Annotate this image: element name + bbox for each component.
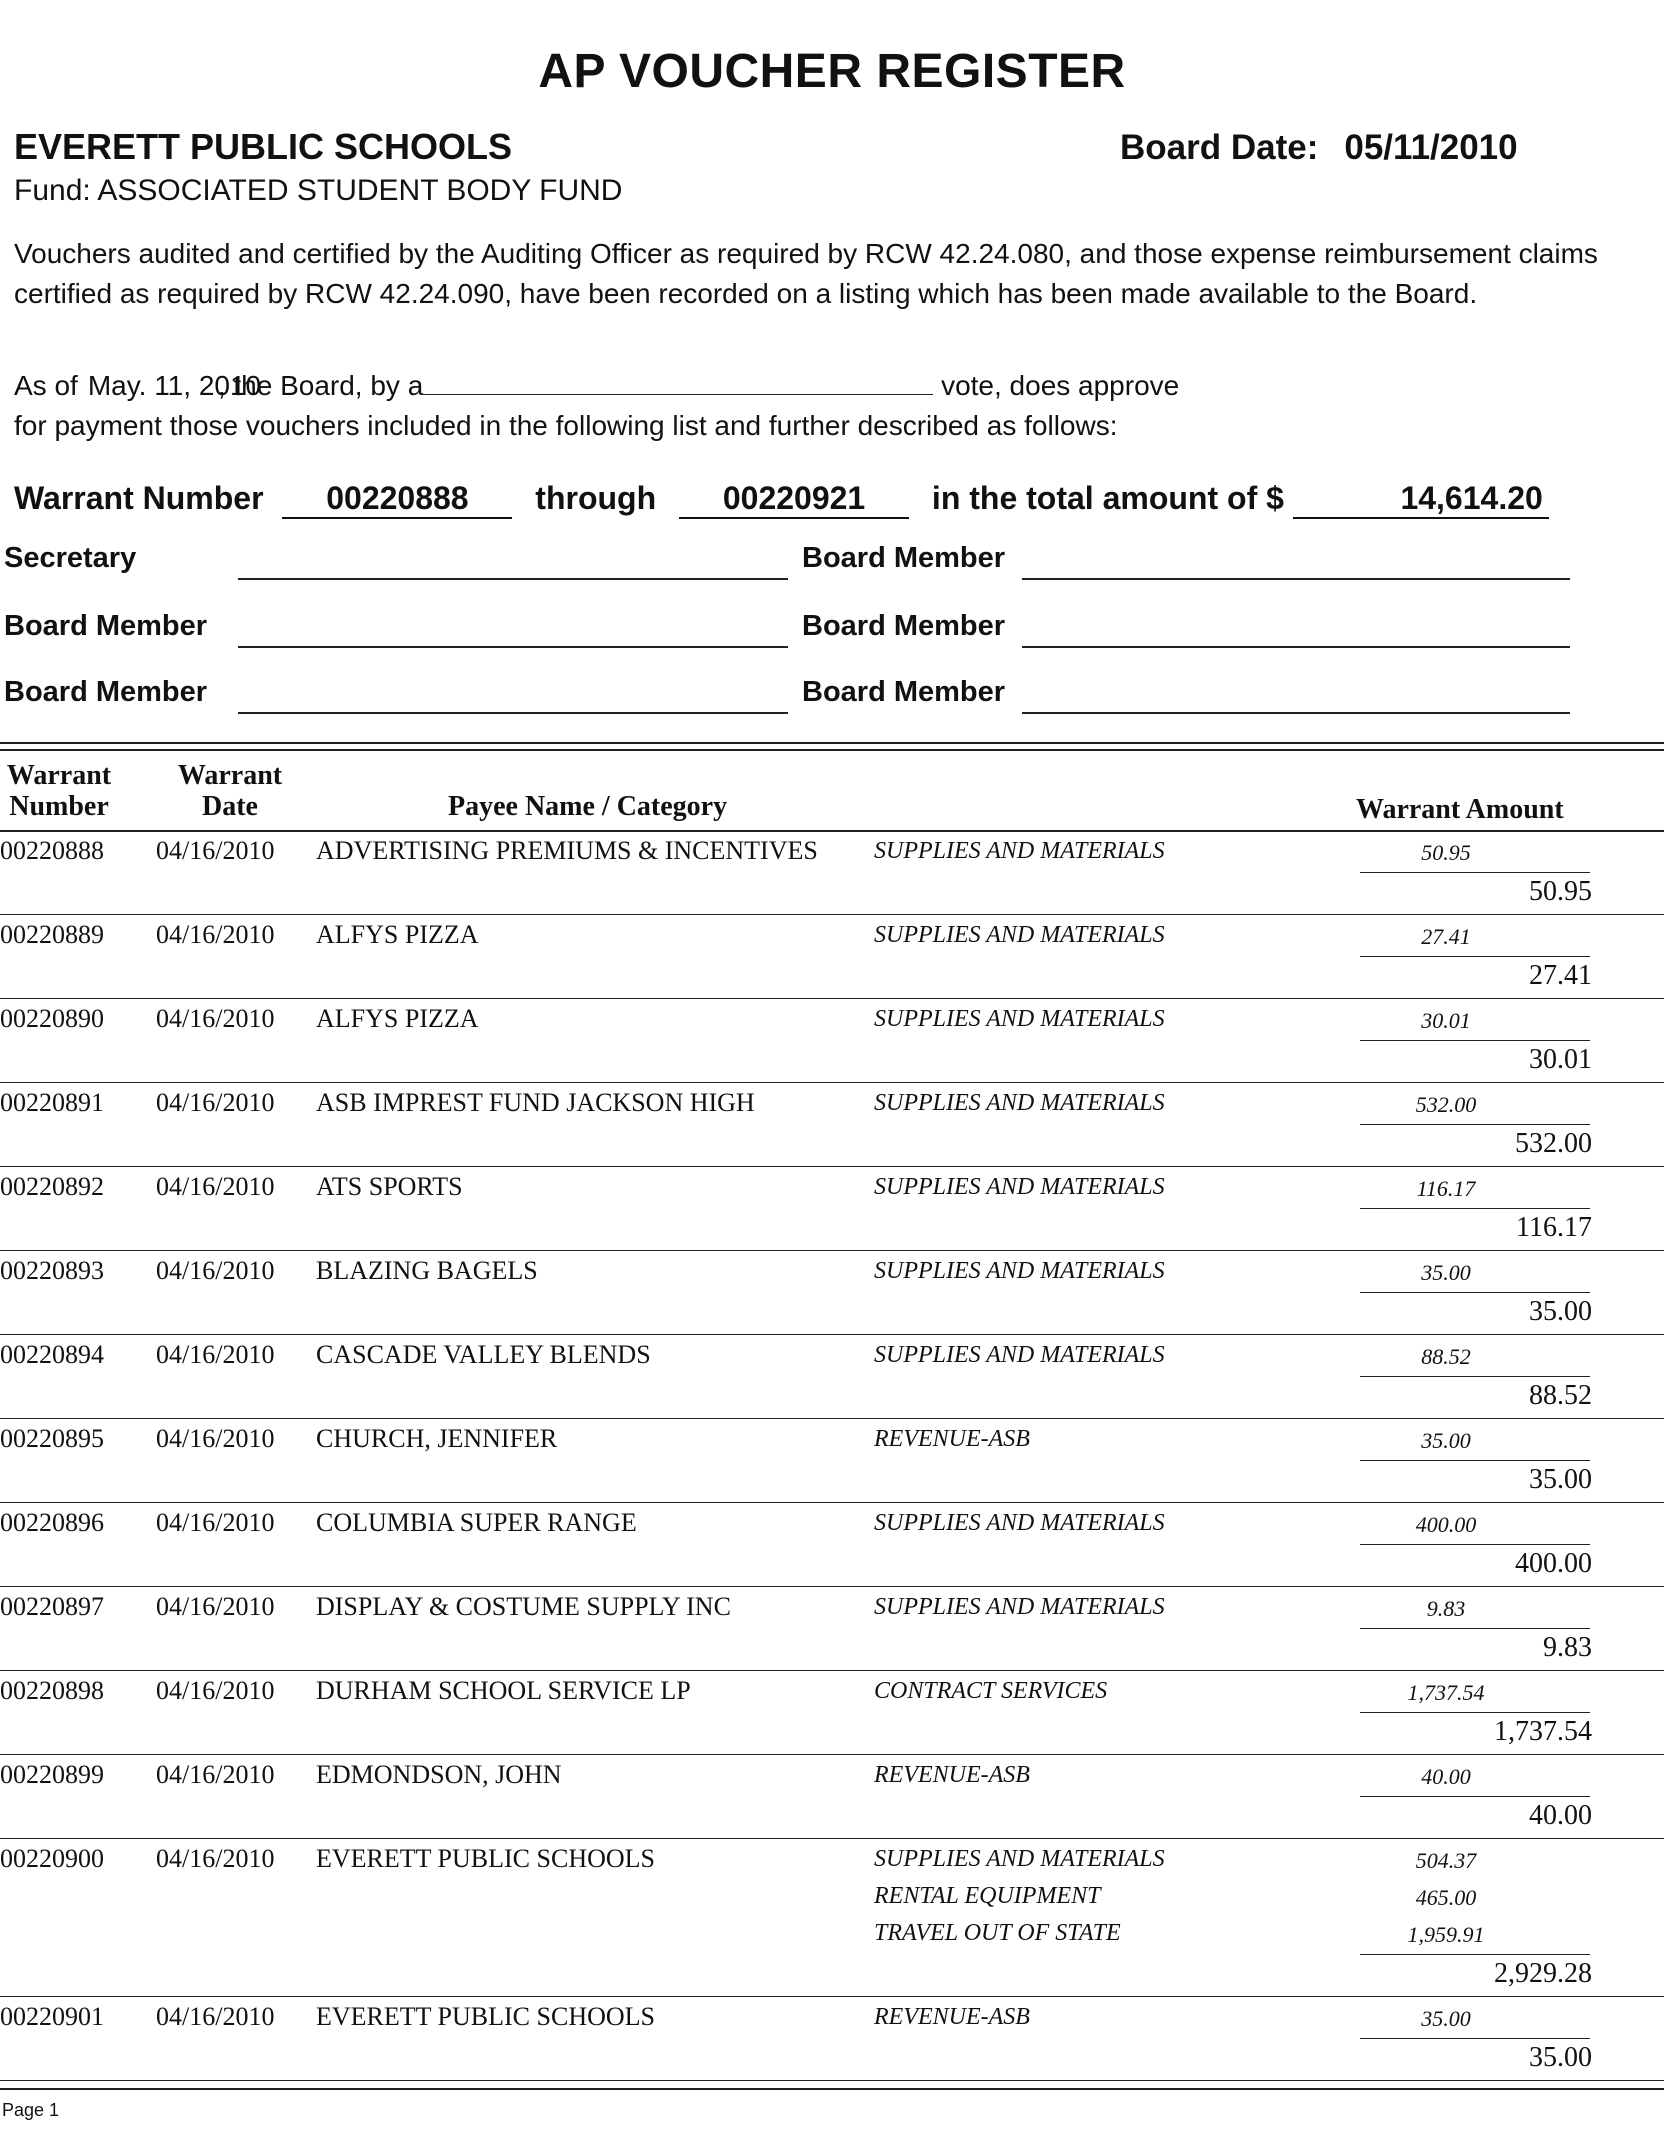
category-cell: REVENUE-ASB — [874, 2004, 1030, 2030]
organization-name: EVERETT PUBLIC SCHOOLS — [14, 126, 513, 167]
category-cell: CONTRACT SERVICES — [874, 1678, 1108, 1704]
subtotal-rule — [1360, 1376, 1590, 1377]
board-member-signature-line — [1022, 578, 1570, 580]
warrant-number-cell: 00220891 — [0, 1088, 104, 1117]
warrant-number-cell: 00220900 — [0, 1844, 104, 1873]
payee-name-cell: CASCADE VALLEY BLENDS — [316, 1340, 651, 1369]
warrant-number-cell: 00220888 — [0, 836, 104, 865]
category-cell: SUPPLIES AND MATERIALS — [874, 1510, 1165, 1536]
payee-name-cell: ALFYS PIZZA — [316, 920, 479, 949]
category-cell: SUPPLIES AND MATERIALS — [874, 1006, 1165, 1032]
warrant-date-cell: 04/16/2010 — [156, 1508, 275, 1537]
category-cell: SUPPLIES AND MATERIALS — [874, 838, 1165, 864]
row-divider — [0, 998, 1664, 999]
footer-divider — [0, 2088, 1664, 2090]
secretary-signature-line — [238, 578, 788, 580]
subtotal-rule — [1360, 1208, 1590, 1209]
category-cell: SUPPLIES AND MATERIALS — [874, 1846, 1165, 1872]
warrant-number-cell: 00220890 — [0, 1004, 104, 1033]
warrant-number-cell: 00220889 — [0, 920, 104, 949]
row-divider — [0, 1166, 1664, 1167]
row-divider — [0, 1670, 1664, 1671]
warrant-total-cell: 9.83 — [1543, 1632, 1592, 1663]
row-divider — [0, 1996, 1664, 1997]
subtotal-rule — [1360, 1292, 1590, 1293]
total-amount-label: in the total amount of $ — [931, 480, 1284, 516]
warrant-date-cell: 04/16/2010 — [156, 1676, 275, 1705]
board-date-value: 05/11/2010 — [1344, 128, 1518, 167]
warrant-total-cell: 35.00 — [1529, 1464, 1592, 1495]
category-cell: TRAVEL OUT OF STATE — [874, 1920, 1121, 1946]
line-amount-cell: 1,959.91 — [1407, 1922, 1485, 1947]
warrant-number-cell: 00220892 — [0, 1172, 104, 1201]
as-of-line — [14, 368, 1179, 402]
warrant-number-cell: 00220895 — [0, 1424, 104, 1453]
warrant-date-cell: 04/16/2010 — [156, 1256, 275, 1285]
line-amount-cell: 88.52 — [1421, 1344, 1471, 1369]
warrant-number-label: Warrant Number — [14, 480, 264, 516]
row-divider — [0, 1250, 1664, 1251]
warrant-to: 00220921 — [679, 480, 909, 519]
col-header-text: Date — [202, 791, 258, 822]
board-member-label: Board Member — [4, 676, 208, 708]
warrant-total-cell: 35.00 — [1529, 2042, 1592, 2073]
subtotal-rule — [1360, 1124, 1590, 1125]
page-number: Page 1 — [2, 2100, 60, 2120]
board-member-signature-line — [1022, 712, 1570, 714]
subtotal-rule — [1360, 872, 1590, 873]
warrant-total-cell: 532.00 — [1515, 1128, 1592, 1159]
line-amount-cell: 27.41 — [1421, 924, 1471, 949]
row-divider — [0, 1334, 1664, 1335]
board-member-label: Board Member — [4, 610, 208, 642]
board-member-label: Board Member — [802, 610, 1006, 642]
col-header-warrant-date — [160, 760, 300, 822]
fund-name: Fund: ASSOCIATED STUDENT BODY FUND — [14, 174, 623, 207]
board-member-label: Board Member — [802, 676, 1006, 708]
payee-name-cell: ALFYS PIZZA — [316, 1004, 479, 1033]
category-cell: SUPPLIES AND MATERIALS — [874, 1090, 1165, 1116]
payee-name-cell: COLUMBIA SUPER RANGE — [316, 1508, 637, 1537]
subtotal-rule — [1360, 1628, 1590, 1629]
warrant-date-cell: 04/16/2010 — [156, 1760, 275, 1789]
warrant-total-cell: 2,929.28 — [1494, 1958, 1592, 1989]
line-amount-cell: 35.00 — [1421, 2006, 1471, 2031]
header-divider — [0, 742, 1664, 744]
category-cell: REVENUE-ASB — [874, 1762, 1030, 1788]
warrant-number-cell: 00220898 — [0, 1676, 104, 1705]
col-header-warrant-number — [0, 760, 118, 822]
payee-name-cell: ADVERTISING PREMIUMS & INCENTIVES — [316, 836, 818, 865]
row-divider — [0, 914, 1664, 915]
category-cell: SUPPLIES AND MATERIALS — [874, 1174, 1165, 1200]
line-amount-cell: 1,737.54 — [1407, 1680, 1485, 1705]
warrant-number-cell: 00220894 — [0, 1340, 104, 1369]
row-divider — [0, 1082, 1664, 1083]
subtotal-rule — [1360, 1460, 1590, 1461]
subtotal-rule — [1360, 1796, 1590, 1797]
line-amount-cell: 116.17 — [1416, 1176, 1476, 1201]
category-cell: RENTAL EQUIPMENT — [874, 1883, 1101, 1909]
line-amount-cell: 35.00 — [1421, 1428, 1471, 1453]
warrant-total-cell: 88.52 — [1529, 1380, 1592, 1411]
total-amount: 14,614.20 — [1293, 480, 1549, 519]
category-cell: REVENUE-ASB — [874, 1426, 1030, 1452]
board-date — [1120, 128, 1518, 168]
line-amount-cell: 9.83 — [1426, 1596, 1466, 1621]
warrant-date-cell: 04/16/2010 — [156, 1172, 275, 1201]
vote-blank-line — [423, 368, 933, 395]
subtotal-rule — [1360, 2038, 1590, 2039]
board-member-signature-line — [238, 646, 788, 648]
page-title: AP VOUCHER REGISTER — [538, 45, 1126, 98]
line-amount-cell: 50.95 — [1421, 840, 1471, 865]
payee-name-cell: CHURCH, JENNIFER — [316, 1424, 558, 1453]
board-date-label: Board Date: — [1120, 128, 1319, 167]
col-header-text: Warrant — [177, 760, 283, 791]
row-divider — [0, 1418, 1664, 1419]
warrant-number-cell: 00220896 — [0, 1508, 104, 1537]
line-amount-cell: 35.00 — [1421, 1260, 1471, 1285]
line-amount-cell: 40.00 — [1421, 1764, 1471, 1789]
row-divider — [0, 1586, 1664, 1587]
warrant-total-cell: 116.17 — [1516, 1212, 1592, 1243]
warrant-number-cell: 00220899 — [0, 1760, 104, 1789]
category-cell: SUPPLIES AND MATERIALS — [874, 1594, 1165, 1620]
col-header-text: Warrant — [6, 760, 112, 791]
through-label: through — [535, 480, 657, 516]
subtotal-rule — [1360, 1954, 1590, 1955]
warrant-number-cell: 00220893 — [0, 1256, 104, 1285]
line-amount-cell: 465.00 — [1415, 1885, 1477, 1910]
board-member-signature-line — [1022, 646, 1570, 648]
warrant-total-cell: 1,737.54 — [1494, 1716, 1592, 1747]
warrant-total-cell: 27.41 — [1529, 960, 1592, 991]
board-member-label: Board Member — [802, 542, 1006, 574]
warrant-summary — [14, 480, 1549, 519]
warrant-date-cell: 04/16/2010 — [156, 1340, 275, 1369]
warrant-date-cell: 04/16/2010 — [156, 1088, 275, 1117]
warrant-date-cell: 04/16/2010 — [156, 920, 275, 949]
payee-name-cell: DURHAM SCHOOL SERVICE LP — [316, 1676, 691, 1705]
payee-name-cell: ATS SPORTS — [316, 1172, 463, 1201]
category-cell: SUPPLIES AND MATERIALS — [874, 1258, 1165, 1284]
subtotal-rule — [1360, 956, 1590, 957]
warrant-number-cell: 00220901 — [0, 2002, 104, 2031]
payee-name-cell: BLAZING BAGELS — [316, 1256, 538, 1285]
board-member-signature-line — [238, 712, 788, 714]
warrant-date-cell: 04/16/2010 — [156, 836, 275, 865]
subtotal-rule — [1360, 1712, 1590, 1713]
warrant-date-cell: 04/16/2010 — [156, 1592, 275, 1621]
vote-suffix: vote, does approve — [941, 370, 1180, 401]
warrant-date-cell: 04/16/2010 — [156, 1004, 275, 1033]
as-of-date: May. 11, 2010 — [87, 370, 262, 401]
warrant-number-cell: 00220897 — [0, 1592, 104, 1621]
line-amount-cell: 504.37 — [1415, 1848, 1477, 1873]
col-header-amount: Warrant Amount — [1356, 794, 1564, 825]
payee-name-cell: EDMONDSON, JOHN — [316, 1760, 562, 1789]
subtotal-rule — [1360, 1544, 1590, 1545]
secretary-label: Secretary — [4, 542, 137, 574]
header-divider — [0, 749, 1664, 751]
warrant-total-cell: 50.95 — [1529, 876, 1592, 907]
warrant-date-cell: 04/16/2010 — [156, 1844, 275, 1873]
row-divider — [0, 1754, 1664, 1755]
line-amount-cell: 400.00 — [1415, 1512, 1477, 1537]
col-header-text: Number — [9, 791, 109, 822]
warrant-total-cell: 35.00 — [1529, 1296, 1592, 1327]
col-header-payee: Payee Name / Category — [448, 791, 728, 822]
row-divider — [0, 2080, 1664, 2081]
warrant-total-cell: 400.00 — [1515, 1548, 1592, 1579]
payee-name-cell: EVERETT PUBLIC SCHOOLS — [316, 2002, 655, 2031]
subtotal-rule — [1360, 1040, 1590, 1041]
payee-name-cell: EVERETT PUBLIC SCHOOLS — [316, 1844, 655, 1873]
warrant-date-cell: 04/16/2010 — [156, 1424, 275, 1453]
line-amount-cell: 532.00 — [1415, 1092, 1477, 1117]
for-payment-text: for payment those vouchers included in the following list and further described as follows: — [14, 410, 1118, 441]
warrant-from: 00220888 — [282, 480, 512, 519]
line-amount-cell: 30.01 — [1421, 1008, 1471, 1033]
warrant-total-cell: 40.00 — [1529, 1800, 1592, 1831]
payee-name-cell: ASB IMPREST FUND JACKSON HIGH — [316, 1088, 755, 1117]
category-cell: SUPPLIES AND MATERIALS — [874, 922, 1165, 948]
payee-name-cell: DISPLAY & COSTUME SUPPLY INC — [316, 1592, 731, 1621]
category-cell: SUPPLIES AND MATERIALS — [874, 1342, 1165, 1368]
warrant-total-cell: 30.01 — [1529, 1044, 1592, 1075]
certification-paragraph: Vouchers audited and certified by the Auditing Officer as required by RCW 42.24.080, and those expense reimbursement claims certified as required by RCW 42.24.090, have been recorded on a listing which has been made available to the Board. — [14, 238, 1598, 309]
table-header-rule — [0, 830, 1664, 832]
row-divider — [0, 1838, 1664, 1839]
as-of-prefix: As of — [14, 370, 78, 401]
warrant-date-cell: 04/16/2010 — [156, 2002, 275, 2031]
row-divider — [0, 1502, 1664, 1503]
board-by-text: , the Board, by a — [217, 370, 424, 401]
